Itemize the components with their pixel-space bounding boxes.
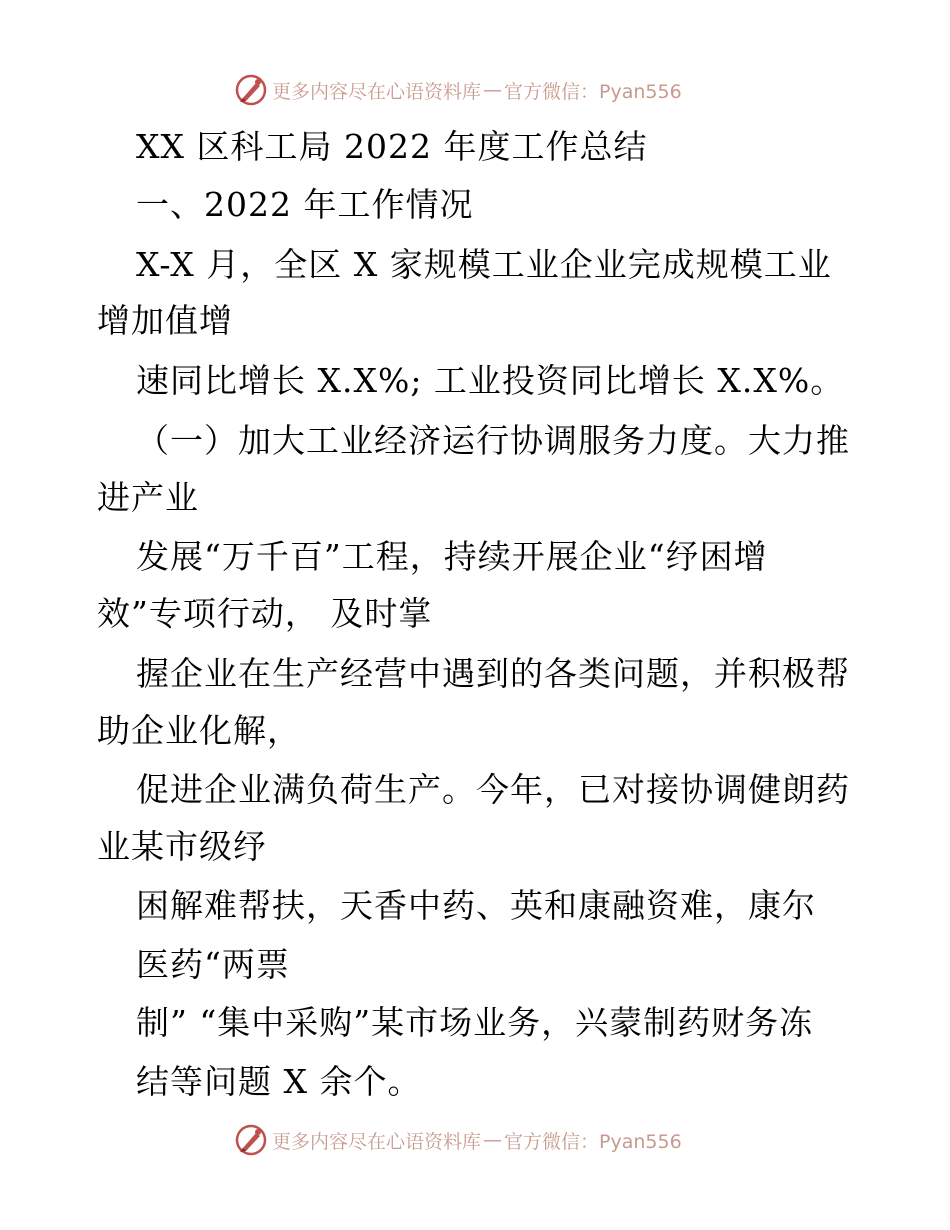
body-line: 结等问题 X 余个。 — [136, 1062, 422, 1101]
document-title: XX 区科工局 2022 年度工作总结 — [136, 127, 648, 166]
body-line: 握企业在生产经营中遇到的各类问题，并积极帮 — [136, 654, 850, 693]
body-line: 效”专项行动， 及时掌 — [97, 594, 433, 633]
banner-text: 更多内容尽在心语资料库 — [272, 1130, 482, 1153]
pen-logo-icon — [234, 1123, 268, 1157]
banner-dash: — — [483, 79, 503, 101]
body-line: 助企业化解， — [97, 711, 301, 750]
banner-contact: 官方微信：Pyan556 — [504, 1130, 682, 1153]
body-line: X-X 月，全区 X 家规模工业企业完成规模工业 — [136, 245, 832, 284]
body-line: 医药“两票 — [136, 945, 290, 984]
header-banner — [234, 72, 682, 108]
body-line: 业某市级纾 — [97, 827, 267, 866]
body-line: 进产业 — [97, 478, 199, 517]
banner-dash: — — [483, 1129, 503, 1151]
body-line: 速同比增长 X.X%; 工业投资同比增长 X.X%。 — [136, 361, 845, 400]
pen-logo-icon — [234, 73, 268, 107]
body-line: 发展“万千百”工程，持续开展企业“纾困增 — [136, 537, 768, 576]
banner-contact: 官方微信：Pyan556 — [504, 80, 682, 103]
section-heading: 一、2022 年工作情况 — [136, 185, 474, 224]
body-line: 增加值增 — [97, 301, 233, 340]
body-line: 制” “集中采购”某市场业务，兴蒙制药财务冻 — [136, 1003, 814, 1042]
body-line: 困解难帮扶，天香中药、英和康融资难，康尔 — [136, 886, 816, 925]
footer-banner — [234, 1122, 682, 1158]
subsection-heading: （一）加大工业经济运行协调服务力度。大力推 — [136, 421, 850, 460]
banner-text: 更多内容尽在心语资料库 — [272, 80, 482, 103]
body-line: 促进企业满负荷生产。今年，已对接协调健朗药 — [136, 770, 850, 809]
